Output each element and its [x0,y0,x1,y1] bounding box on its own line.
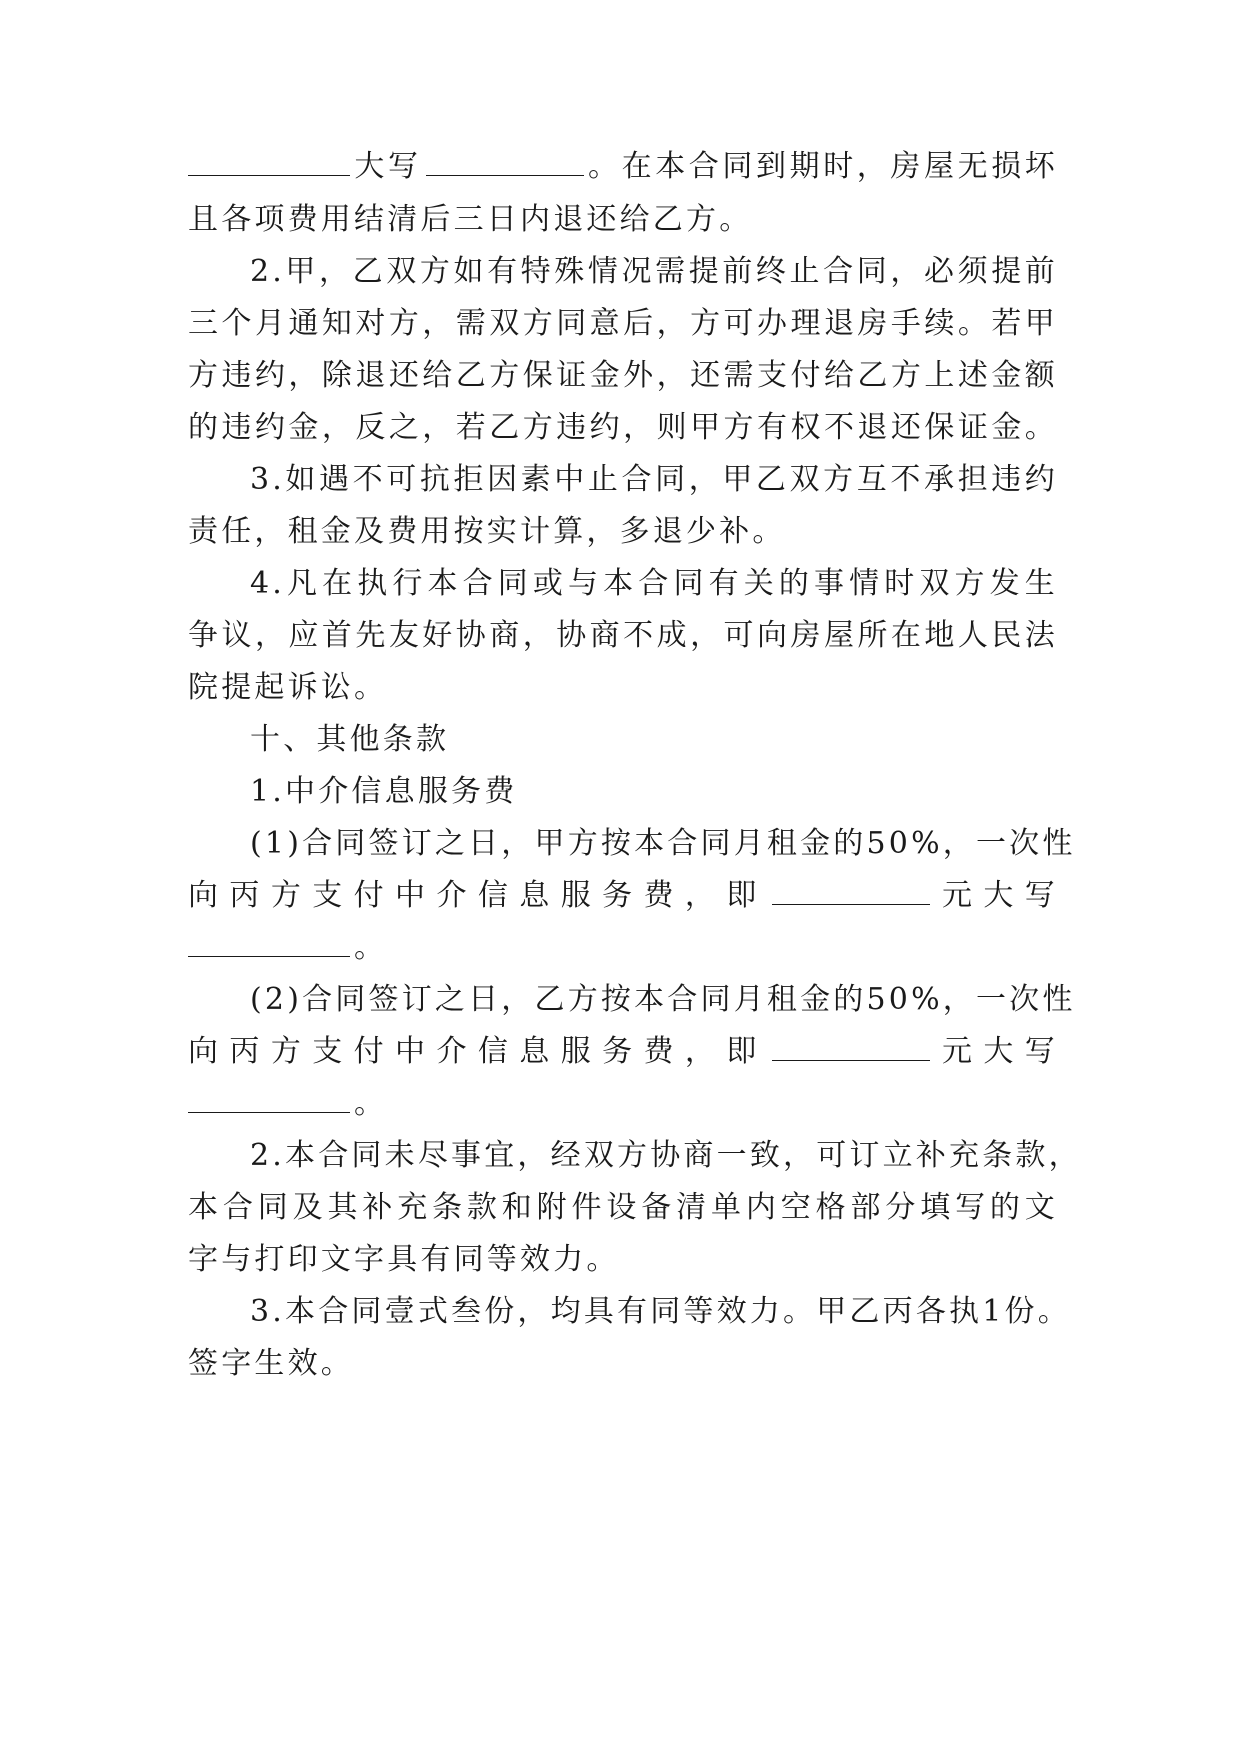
blank-field [772,1030,930,1061]
text-line: 争议，应首先友好协商，协商不成，可向房屋所在地人民法 [188,618,1058,653]
blank-field [188,1082,350,1113]
text-line: 责任，租金及费用按实计算，多退少补。 [188,514,786,549]
text-line: 字与打印文字具有同等效力。 [188,1242,620,1277]
text-line: 本合同及其补充条款和附件设备清单内空格部分填写的文 [188,1190,1058,1225]
text-line: (2)合同签订之日，乙方按本合同月租金的50%，一次性 [250,982,1076,1017]
blank-field [188,145,350,176]
text-line: 2.甲，乙双方如有特殊情况需提前终止合同，必须提前 [250,254,1058,289]
text-fragment: 。在本合同到期时，房屋无损坏 [587,149,1058,184]
blank-field [426,145,584,176]
text-line: 方违约，除退还给乙方保证金外，还需支付给乙方上述金额 [188,358,1058,393]
blank-field [772,874,930,905]
text-line: 4.凡在执行本合同或与本合同有关的事情时双方发生 [250,566,1058,601]
text-line [188,919,1058,977]
text-line: 的违约金，反之，若乙方违约，则甲方有权不退还保证金。 [188,410,1058,445]
text-line [188,138,1058,196]
text-line: 1.中介信息服务费 [250,774,518,809]
text-fragment: 向丙方支付中介信息服务费，即 [188,878,768,913]
text-line: 3.本合同壹式叁份，均具有同等效力。甲乙丙各执1份。 [250,1294,1071,1329]
text-line [188,1075,1058,1133]
text-fragment: 元大写 [933,1034,1058,1069]
text-line: 3.如遇不可抗拒因素中止合同，甲乙双方互不承担违约 [250,462,1058,497]
text-line: 院提起诉讼。 [188,670,388,705]
text-fragment: 大写 [354,149,422,184]
text-line: (1)合同签订之日，甲方按本合同月租金的50%，一次性 [250,826,1076,861]
section-heading: 十、其他条款 [250,722,450,757]
text-line: 2.本合同未尽事宜，经双方协商一致，可订立补充条款， [250,1138,1082,1173]
text-fragment: 。 [354,930,388,965]
text-line [188,867,1058,925]
text-line [188,1023,1058,1081]
text-fragment: 元大写 [933,878,1058,913]
text-line: 且各项费用结清后三日内退还给乙方。 [188,202,753,237]
blank-field [188,926,350,957]
text-line: 三个月通知对方，需双方同意后，方可办理退房手续。若甲 [188,306,1058,341]
text-fragment: 向丙方支付中介信息服务费，即 [188,1034,768,1069]
text-line: 签字生效。 [188,1346,354,1381]
text-fragment: 。 [354,1086,388,1121]
